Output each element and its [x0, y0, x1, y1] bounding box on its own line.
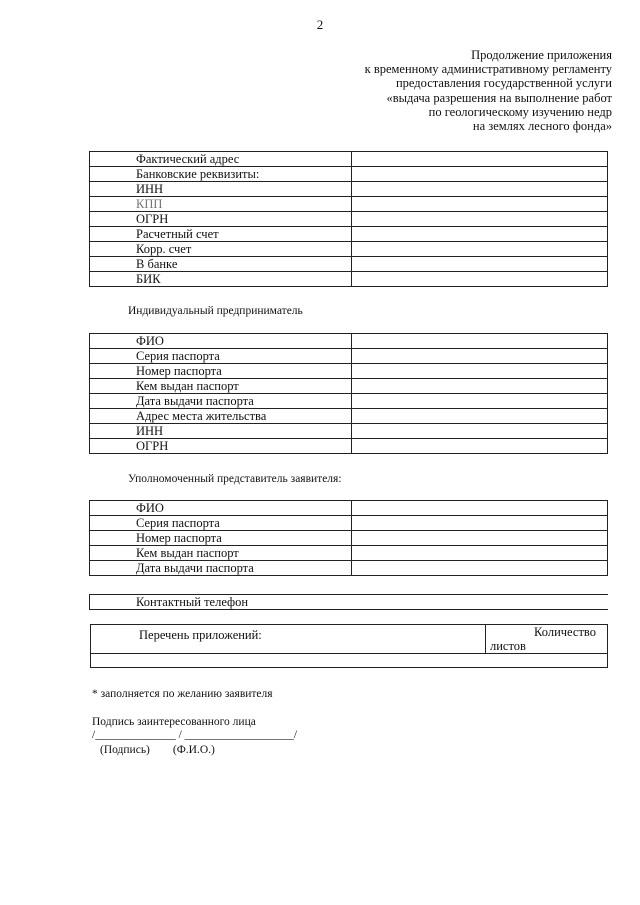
signature-caption: Подпись заинтересованного лица: [92, 716, 256, 728]
header-note-line: Продолжение приложения: [471, 48, 612, 62]
field-label: Серия паспорта: [90, 516, 352, 531]
field-label: КПП: [90, 197, 352, 212]
field-label: ФИО: [90, 334, 352, 349]
field-value-cell[interactable]: [352, 182, 608, 197]
contact-phone-label: Контактный телефон: [136, 595, 249, 609]
field-value-cell[interactable]: [352, 364, 608, 379]
header-note-line: предоставления государственной услуги: [395, 76, 612, 91]
table-row: [90, 227, 608, 242]
footnote: * заполняется по желанию заявителя: [92, 688, 273, 700]
field-label: Расчетный счет: [90, 227, 352, 242]
field-value-cell[interactable]: [352, 257, 608, 272]
field-label: ОГРН: [90, 212, 352, 227]
table-row: [90, 394, 608, 409]
sheet-count-label-line: листов: [490, 639, 526, 653]
representative-details-table: [89, 500, 608, 576]
signature-labels: (Подпись) (Ф.И.О.): [100, 744, 215, 756]
field-value-cell[interactable]: [352, 501, 608, 516]
field-value-cell[interactable]: [352, 152, 608, 167]
field-value-cell[interactable]: [352, 394, 608, 409]
sheet-count-label-line: Количество: [534, 625, 596, 639]
field-label: ИНН: [90, 182, 352, 197]
section-title-entrepreneur: Индивидуальный предприниматель: [128, 305, 303, 317]
field-label: Дата выдачи паспорта: [90, 394, 352, 409]
table-row: [90, 379, 608, 394]
header-note-line: «выдача разрешения на выполнение работ: [386, 90, 612, 105]
field-value-cell[interactable]: [352, 349, 608, 364]
field-label: Кем выдан паспорт: [90, 379, 352, 394]
header-note-line: на землях лесного фонда»: [472, 119, 612, 134]
organization-details-table: [89, 151, 608, 287]
field-value-cell[interactable]: [352, 334, 608, 349]
divider: [91, 653, 607, 654]
field-label: Адрес места жительства: [90, 409, 352, 424]
entrepreneur-details-table: [89, 333, 608, 454]
field-value-cell[interactable]: [352, 409, 608, 424]
field-label: ОГРН: [90, 439, 352, 454]
field-label: ФИО: [90, 501, 352, 516]
table-row: [90, 197, 608, 212]
page-number: 2: [316, 17, 324, 32]
field-value-cell[interactable]: [352, 531, 608, 546]
table-row: [90, 531, 608, 546]
table-row: [90, 167, 608, 182]
table-row: [90, 561, 608, 576]
appendix-header-note: [282, 48, 612, 133]
attachments-list-label: Перечень приложений:: [139, 628, 262, 642]
field-label: Номер паспорта: [90, 531, 352, 546]
header-note-line: по геологическому изучению недр: [428, 104, 612, 119]
table-row: [90, 152, 608, 167]
field-value-cell[interactable]: [352, 272, 608, 287]
table-row: [90, 516, 608, 531]
section-title-representative: Уполномоченный представитель заявителя:: [128, 473, 342, 485]
contact-phone-row[interactable]: [89, 594, 608, 610]
field-value-cell[interactable]: [352, 212, 608, 227]
field-value-cell[interactable]: [352, 197, 608, 212]
header-note-line: к временному административному регламенту: [364, 62, 612, 77]
signature-line[interactable]: /______________ / ___________________/: [92, 729, 298, 741]
sheet-count-label: [490, 625, 596, 653]
field-value-cell[interactable]: [352, 546, 608, 561]
table-row: [90, 409, 608, 424]
field-label: В банке: [90, 257, 352, 272]
field-value-cell[interactable]: [352, 439, 608, 454]
table-row: [90, 364, 608, 379]
table-row: [90, 212, 608, 227]
field-value-cell[interactable]: [352, 227, 608, 242]
field-label: ИНН: [90, 424, 352, 439]
table-row: [90, 349, 608, 364]
field-label: Номер паспорта: [90, 364, 352, 379]
field-label: Корр. счет: [90, 242, 352, 257]
field-label: Фактический адрес: [90, 152, 352, 167]
table-row: [90, 546, 608, 561]
field-value-cell[interactable]: [352, 167, 608, 182]
table-row: [90, 182, 608, 197]
field-label: БИК: [90, 272, 352, 287]
field-value-cell[interactable]: [352, 379, 608, 394]
field-label: Дата выдачи паспорта: [90, 561, 352, 576]
divider: [89, 594, 90, 609]
field-value-cell[interactable]: [352, 561, 608, 576]
table-row: [90, 272, 608, 287]
attachments-table: [90, 624, 608, 668]
table-row: [90, 501, 608, 516]
field-label: Серия паспорта: [90, 349, 352, 364]
field-value-cell[interactable]: [352, 516, 608, 531]
field-value-cell[interactable]: [352, 424, 608, 439]
table-row: [90, 257, 608, 272]
table-row: [90, 334, 608, 349]
field-label: Кем выдан паспорт: [90, 546, 352, 561]
divider: [485, 625, 486, 653]
table-row: [90, 242, 608, 257]
field-value-cell[interactable]: [352, 242, 608, 257]
field-label: Банковские реквизиты:: [90, 167, 352, 182]
table-row: [90, 424, 608, 439]
table-row: [90, 439, 608, 454]
